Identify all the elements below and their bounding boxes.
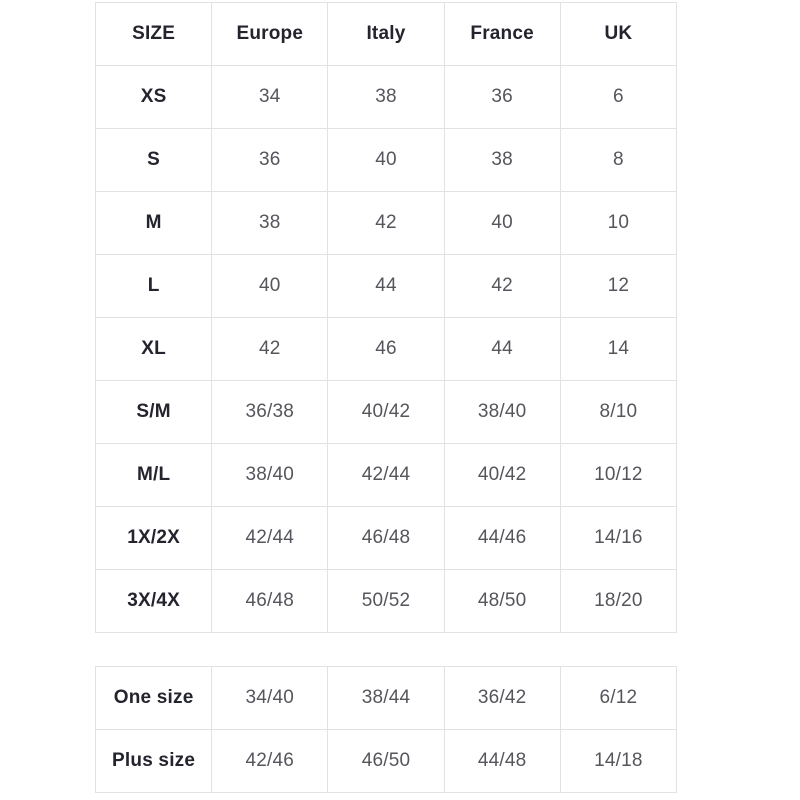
column-header: France [444, 3, 560, 66]
size-value-cell: 36/42 [444, 667, 560, 730]
size-value-cell: 6/12 [560, 667, 676, 730]
row-label-cell: XS [96, 66, 212, 129]
size-value-cell: 10/12 [560, 444, 676, 507]
size-value-cell: 42/44 [328, 444, 444, 507]
size-table-header [96, 3, 677, 66]
size-value-cell: 42 [444, 255, 560, 318]
size-value-cell: 44/48 [444, 730, 560, 793]
size-value-cell: 44 [328, 255, 444, 318]
size-value-cell: 42/46 [212, 730, 328, 793]
size-value-cell: 46/48 [212, 570, 328, 633]
row-label-cell: One size [96, 667, 212, 730]
table-row [96, 667, 677, 730]
size-value-cell: 38/44 [328, 667, 444, 730]
row-label-cell: S [96, 129, 212, 192]
size-value-cell: 38/40 [212, 444, 328, 507]
table-row [96, 444, 677, 507]
table-row [96, 318, 677, 381]
size-value-cell: 44 [444, 318, 560, 381]
size-value-cell: 40/42 [328, 381, 444, 444]
table-row [96, 255, 677, 318]
size-value-cell: 42 [212, 318, 328, 381]
size-value-cell: 40/42 [444, 444, 560, 507]
size-value-cell: 46/50 [328, 730, 444, 793]
size-value-cell: 8/10 [560, 381, 676, 444]
size-value-cell: 40 [212, 255, 328, 318]
size-value-cell: 18/20 [560, 570, 676, 633]
row-label-cell: 1X/2X [96, 507, 212, 570]
size-value-cell: 38 [444, 129, 560, 192]
column-header: SIZE [96, 3, 212, 66]
size-chart-page [95, 2, 677, 793]
column-header: UK [560, 3, 676, 66]
size-value-cell: 40 [328, 129, 444, 192]
size-value-cell: 42/44 [212, 507, 328, 570]
table-row [96, 381, 677, 444]
size-value-cell: 40 [444, 192, 560, 255]
row-label-cell: Plus size [96, 730, 212, 793]
table-row [96, 570, 677, 633]
size-value-cell: 12 [560, 255, 676, 318]
size-table-body [96, 66, 677, 633]
size-value-cell: 34/40 [212, 667, 328, 730]
size-value-cell: 34 [212, 66, 328, 129]
size-value-cell: 50/52 [328, 570, 444, 633]
size-value-cell: 46 [328, 318, 444, 381]
special-sizes-table [95, 666, 677, 793]
size-value-cell: 14/18 [560, 730, 676, 793]
size-value-cell: 6 [560, 66, 676, 129]
size-value-cell: 44/46 [444, 507, 560, 570]
size-value-cell: 36 [444, 66, 560, 129]
table-row [96, 192, 677, 255]
size-value-cell: 38 [212, 192, 328, 255]
size-value-cell: 46/48 [328, 507, 444, 570]
table-row [96, 730, 677, 793]
size-value-cell: 38/40 [444, 381, 560, 444]
size-value-cell: 42 [328, 192, 444, 255]
size-value-cell: 14 [560, 318, 676, 381]
size-value-cell: 36/38 [212, 381, 328, 444]
table-row [96, 66, 677, 129]
special-sizes-table-body [96, 667, 677, 793]
column-header: Europe [212, 3, 328, 66]
row-label-cell: 3X/4X [96, 570, 212, 633]
size-value-cell: 8 [560, 129, 676, 192]
row-label-cell: L [96, 255, 212, 318]
row-label-cell: M/L [96, 444, 212, 507]
size-conversion-table [95, 2, 677, 633]
row-label-cell: XL [96, 318, 212, 381]
size-value-cell: 38 [328, 66, 444, 129]
column-header: Italy [328, 3, 444, 66]
row-label-cell: S/M [96, 381, 212, 444]
size-value-cell: 36 [212, 129, 328, 192]
size-value-cell: 48/50 [444, 570, 560, 633]
row-label-cell: M [96, 192, 212, 255]
table-row [96, 507, 677, 570]
table-row [96, 129, 677, 192]
size-value-cell: 14/16 [560, 507, 676, 570]
header-row [96, 3, 677, 66]
size-value-cell: 10 [560, 192, 676, 255]
